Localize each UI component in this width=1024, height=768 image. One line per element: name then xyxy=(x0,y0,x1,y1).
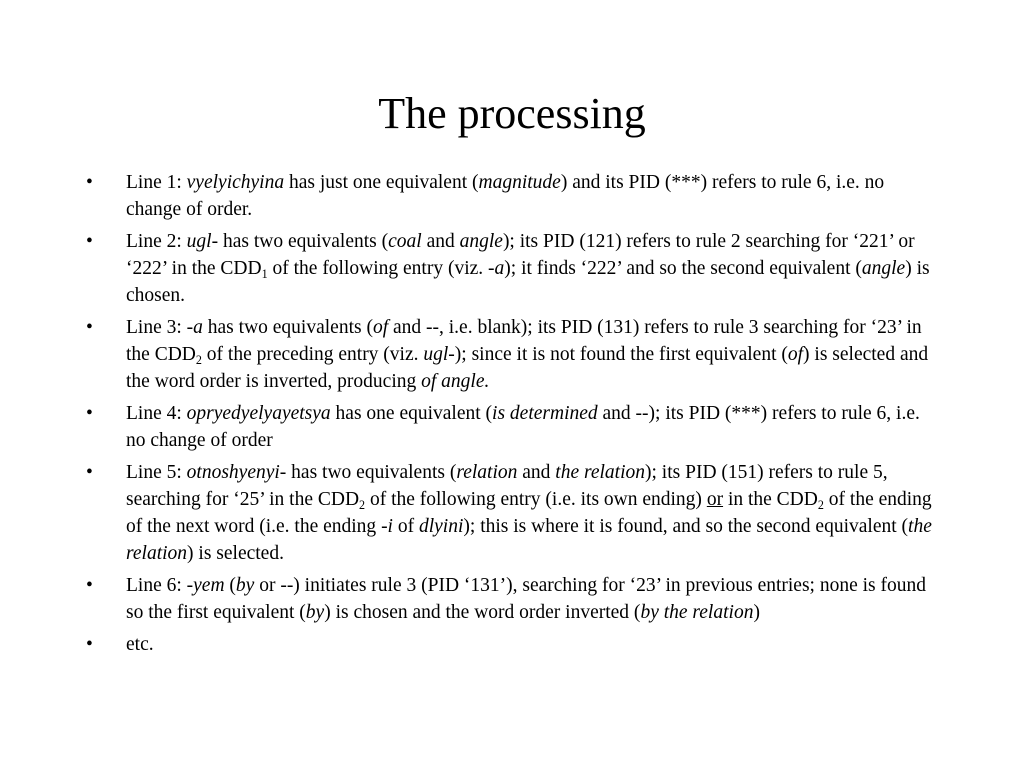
text-segment: of the ending of the next word (i.e. the ending xyxy=(126,489,932,537)
bullet-item xyxy=(80,459,942,567)
bullet-text xyxy=(126,231,930,306)
text-segment: Line 3: xyxy=(126,317,187,338)
italic-term: by xyxy=(305,602,325,623)
bullet-item xyxy=(80,631,942,658)
subscript: 2 xyxy=(359,497,366,512)
text-segment: has just one equivalent ( xyxy=(284,172,479,193)
text-segment: has two equivalents ( xyxy=(286,462,457,483)
text-segment: ) xyxy=(753,602,760,623)
subscript: 2 xyxy=(817,497,824,512)
italic-term: the relation xyxy=(555,462,646,483)
italic-term: opryedyelyayetsya xyxy=(186,403,331,424)
slide-title: The processing xyxy=(378,89,646,138)
bullet-dot-icon: • xyxy=(86,575,93,596)
text-segment: of the following entry (viz. xyxy=(267,258,489,279)
bullet-text xyxy=(126,634,154,655)
bullet-dot-icon: • xyxy=(86,317,93,338)
bullet-dot-icon: • xyxy=(86,403,93,424)
text-segment: of the preceding entry (viz. xyxy=(201,344,424,365)
bullet-list xyxy=(80,169,942,663)
text-segment: or --) initiates rule 3 (PID ‘131’), searching for ‘23’ in previous entries; none is found so the first equivalent ( xyxy=(126,575,926,623)
text-segment: has two equivalents ( xyxy=(202,317,373,338)
text-segment: and --); its PID (***) refers to rule 6, i.e. no change of order xyxy=(126,403,920,451)
text-segment: ( xyxy=(224,575,236,596)
bullet-dot-icon: • xyxy=(86,231,93,252)
italic-term: relation xyxy=(456,462,518,483)
text-segment: of the following entry (i.e. its own ending) xyxy=(365,489,707,510)
text-segment: Line 6: xyxy=(126,575,187,596)
italic-term: is determined xyxy=(492,403,598,424)
underlined-text: or xyxy=(706,489,724,510)
text-segment: etc. xyxy=(126,634,154,655)
text-segment: has one equivalent ( xyxy=(330,403,493,424)
bullet-item xyxy=(80,572,942,626)
bullet-dot-icon: • xyxy=(86,634,93,655)
italic-term: the relation xyxy=(126,516,932,564)
text-segment: ); this is where it is found, and so the second equivalent ( xyxy=(463,516,909,537)
bullet-item xyxy=(80,169,942,223)
text-segment: ) is chosen. xyxy=(126,258,930,306)
bullet-dot-icon: • xyxy=(86,462,93,483)
italic-term: angle xyxy=(861,258,906,279)
text-segment: of xyxy=(392,516,419,537)
italic-term: otnoshyenyi- xyxy=(186,462,287,483)
bullet-item xyxy=(80,314,942,395)
italic-term: dlyini xyxy=(418,516,464,537)
italic-term: coal xyxy=(388,231,422,252)
italic-term: by xyxy=(235,575,255,596)
text-segment: ); its PID (121) refers to rule 2 searching for ‘221’ or ‘222’ in the CDD xyxy=(126,231,915,279)
italic-term: ugl- xyxy=(423,344,455,365)
text-segment: ); it finds ‘222’ and so the second equivalent ( xyxy=(504,258,862,279)
text-segment: ) is chosen and the word order inverted ( xyxy=(324,602,641,623)
text-segment: Line 4: xyxy=(126,403,187,424)
italic-term: angle xyxy=(459,231,503,252)
bullet-dot-icon: • xyxy=(86,172,93,193)
italic-term: magnitude xyxy=(478,172,561,193)
text-segment: ) and its PID (***) refers to rule 6, i.e. no change of order. xyxy=(126,172,885,220)
text-segment: Line 5: xyxy=(126,462,187,483)
text-segment: ) is selected. xyxy=(187,543,284,564)
italic-term: of xyxy=(787,344,804,365)
subscript: 1 xyxy=(261,266,268,281)
text-segment: and --, i.e. blank); its PID (131) refers to rule 3 searching for ‘23’ in the CDD xyxy=(126,317,922,365)
text-segment: in the CDD xyxy=(723,489,818,510)
bullet-item xyxy=(80,400,942,454)
text-segment: and xyxy=(421,231,460,252)
italic-term: of xyxy=(372,317,389,338)
bullet-text xyxy=(126,317,928,392)
italic-term: -a xyxy=(186,317,203,338)
text-segment: and xyxy=(517,462,556,483)
italic-term: -i xyxy=(381,516,393,537)
text-segment: Line 2: xyxy=(126,231,187,252)
italic-term: vyelyichyina xyxy=(186,172,285,193)
text-segment: ); its PID (151) refers to rule 5, searching for ‘25’ in the CDD xyxy=(126,462,888,510)
text-segment: ) is selected and the word order is inverted, producing xyxy=(126,344,929,392)
bullet-text xyxy=(126,172,884,220)
bullet-text xyxy=(126,462,932,564)
italic-term: by the relation xyxy=(640,602,754,623)
italic-term: ugl- xyxy=(186,231,219,252)
text-segment: ); since it is not found the first equivalent ( xyxy=(454,344,788,365)
bullet-text xyxy=(126,403,920,451)
bullet-item xyxy=(80,228,942,309)
italic-term: -yem xyxy=(186,575,225,596)
text-segment: has two equivalents ( xyxy=(218,231,389,252)
text-segment: Line 1: xyxy=(126,172,187,193)
bullet-text xyxy=(126,575,926,623)
subscript: 2 xyxy=(195,352,202,367)
italic-term: of angle. xyxy=(421,371,490,392)
italic-term: -a xyxy=(488,258,505,279)
